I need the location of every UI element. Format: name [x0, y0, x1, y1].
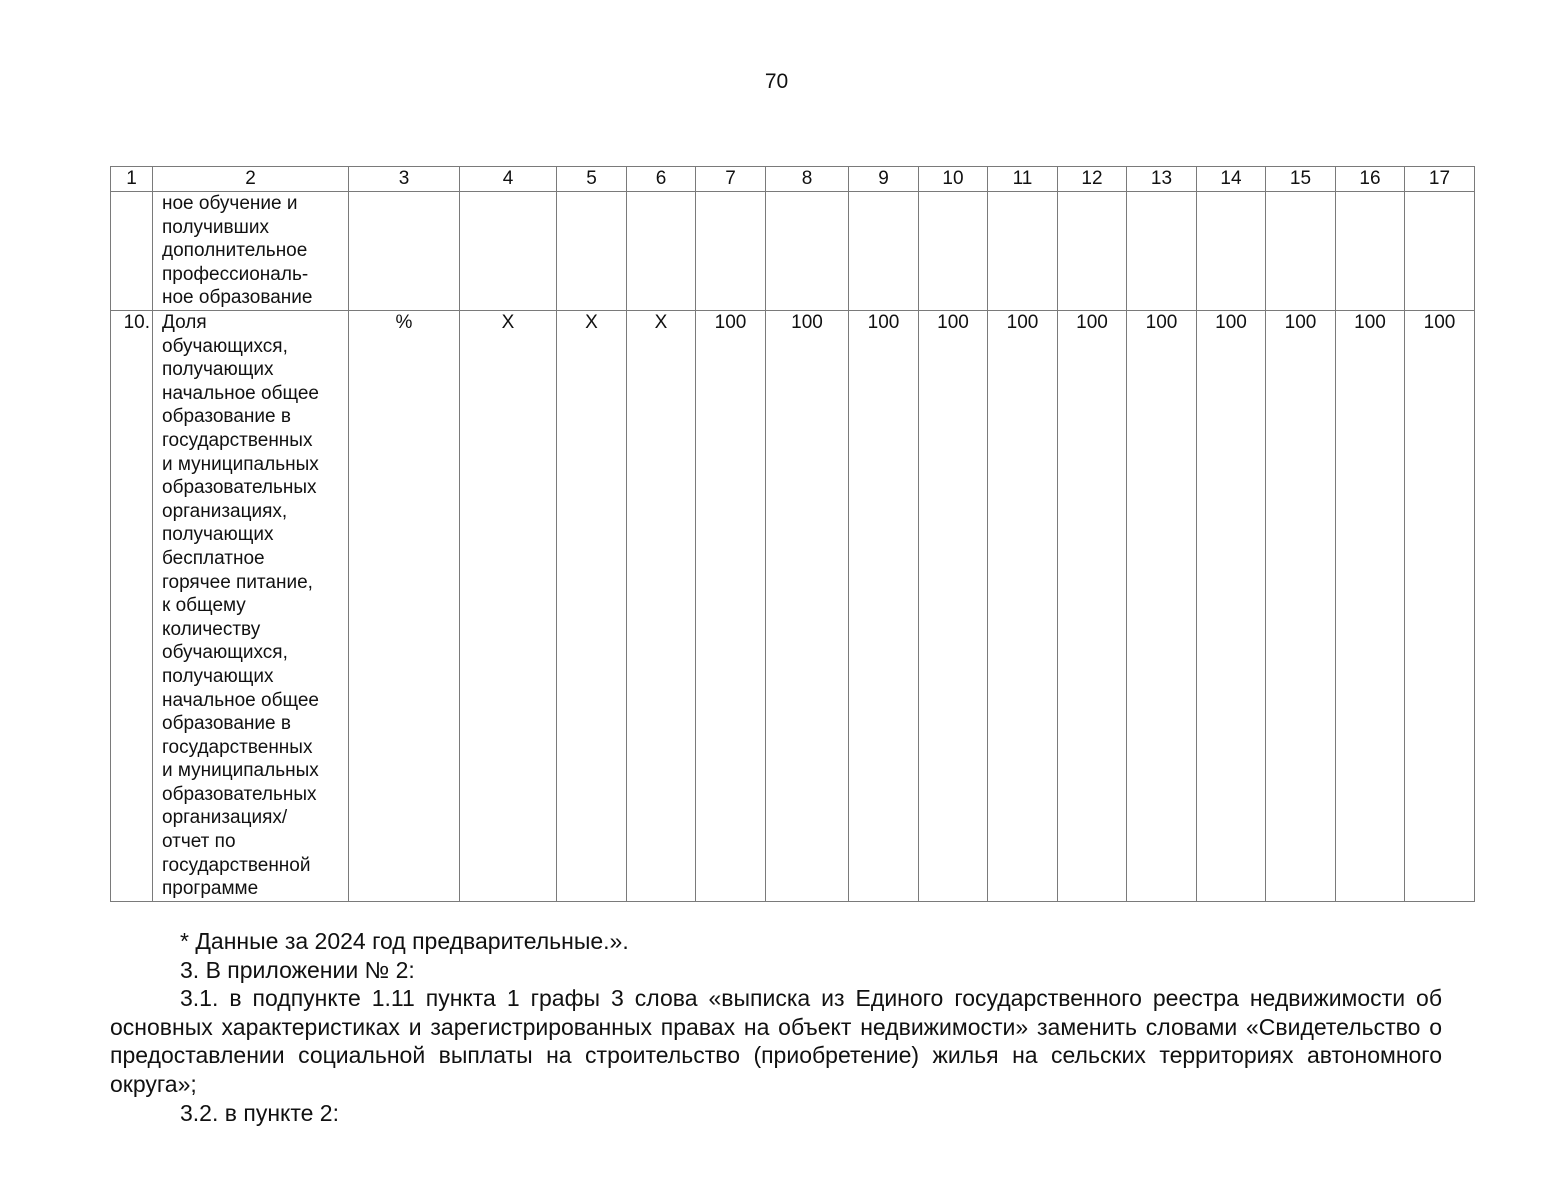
- amendment-text: [110, 927, 1442, 1127]
- unit-cell: %: [349, 311, 460, 902]
- paragraph-item-3-1: 3.1. в подпункте 1.11 пункта 1 графы 3 слова «выписка из Единого государственного реестра недвижимости об основных характеристиках и зарегистрированных правах на объект недвижимости» заменить словами «Свидетельство о предоставлении социальной выплаты на строительство (приобретение) жилья на сельских территориях автономного округа»;: [110, 985, 1442, 1097]
- value-cell: 100: [1405, 311, 1475, 902]
- value-cell: 100: [1058, 311, 1127, 902]
- column-number-row: [111, 167, 1475, 192]
- paragraph-item-3-2: 3.2. в пункте 2:: [180, 1099, 339, 1126]
- column-number: 13: [1127, 167, 1197, 192]
- column-number: 11: [988, 167, 1058, 192]
- column-number: 1: [111, 167, 153, 192]
- column-number: 2: [153, 167, 349, 192]
- name-line: и муниципальных: [162, 760, 319, 782]
- empty-cell: [460, 192, 557, 311]
- column-number: 12: [1058, 167, 1127, 192]
- value-cell: 100: [1127, 311, 1197, 902]
- column-number: 4: [460, 167, 557, 192]
- empty-cell: [349, 192, 460, 311]
- empty-cell: [1336, 192, 1405, 311]
- empty-cell: [1127, 192, 1197, 311]
- name-line: начальное общее: [162, 689, 320, 711]
- empty-cell: [1197, 192, 1266, 311]
- name-line: образовательных: [162, 477, 317, 499]
- column-number: 6: [627, 167, 696, 192]
- empty-cell: [696, 192, 766, 311]
- name-line: программе: [162, 878, 259, 900]
- name-line: образовательных: [162, 783, 317, 805]
- table-row-10: [111, 311, 1475, 902]
- empty-cell: [1266, 192, 1336, 311]
- column-number: 17: [1405, 167, 1475, 192]
- name-line: профессиональ-: [162, 263, 309, 285]
- empty-cell: [627, 192, 696, 311]
- name-line: Доля: [162, 312, 207, 333]
- name-line: начальное общее: [162, 382, 320, 404]
- name-line: и муниципальных: [162, 453, 319, 475]
- empty-cell: [849, 192, 919, 311]
- table-row-continued: [111, 192, 1475, 311]
- column-number: 5: [557, 167, 627, 192]
- value-cell: 100: [766, 311, 849, 902]
- indicator-table: [110, 166, 1475, 902]
- column-number: 10: [919, 167, 988, 192]
- value-cell: 100: [696, 311, 766, 902]
- value-cell: 100: [849, 311, 919, 902]
- value-cell: 100: [919, 311, 988, 902]
- name-line: государственных: [162, 736, 313, 758]
- value-cell: X: [460, 311, 557, 902]
- name-line: образование в: [162, 713, 291, 735]
- name-line: ное обучение и: [162, 193, 298, 214]
- page-number: 70: [764, 70, 789, 93]
- column-number: 7: [696, 167, 766, 192]
- name-line: количеству: [162, 618, 261, 640]
- empty-cell: [919, 192, 988, 311]
- name-line: получающих: [162, 665, 274, 687]
- name-line: обучающихся,: [162, 642, 288, 664]
- name-line: отчет по: [162, 831, 236, 853]
- column-number: 8: [766, 167, 849, 192]
- column-number: 16: [1336, 167, 1405, 192]
- name-line: ное образование: [162, 287, 313, 309]
- column-number: 9: [849, 167, 919, 192]
- column-number: 3: [349, 167, 460, 192]
- name-line: получивших: [162, 216, 269, 238]
- value-cell: 100: [1336, 311, 1405, 902]
- name-line: организациях/: [162, 807, 288, 829]
- empty-cell: [766, 192, 849, 311]
- name-line: получающих: [162, 359, 274, 381]
- empty-cell: [988, 192, 1058, 311]
- value-cell: 100: [1266, 311, 1336, 902]
- column-number: 15: [1266, 167, 1336, 192]
- indicator-name-cell: [153, 192, 349, 311]
- name-line: организациях,: [162, 500, 288, 522]
- value-cell: X: [627, 311, 696, 902]
- name-line: бесплатное: [162, 547, 265, 569]
- value-cell: 100: [1197, 311, 1266, 902]
- indicator-name-cell: [153, 311, 349, 902]
- name-line: дополнительное: [162, 240, 308, 262]
- name-line: к общему: [162, 595, 246, 617]
- empty-cell: [1058, 192, 1127, 311]
- name-line: обучающихся,: [162, 335, 288, 357]
- name-line: образование в: [162, 406, 291, 428]
- name-line: горячее питание,: [162, 571, 313, 593]
- footnote: * Данные за 2024 год предварительные.».: [180, 928, 629, 954]
- column-number: 14: [1197, 167, 1266, 192]
- row-number-cell: 10.: [111, 311, 153, 902]
- value-cell: X: [557, 311, 627, 902]
- empty-cell: [557, 192, 627, 311]
- name-line: получающих: [162, 524, 274, 546]
- value-cell: 100: [988, 311, 1058, 902]
- paragraph-item-3: 3. В приложении № 2:: [180, 956, 415, 983]
- row-number-cell: [111, 192, 153, 311]
- name-line: государственной: [162, 854, 311, 876]
- empty-cell: [1405, 192, 1475, 311]
- name-line: государственных: [162, 429, 313, 451]
